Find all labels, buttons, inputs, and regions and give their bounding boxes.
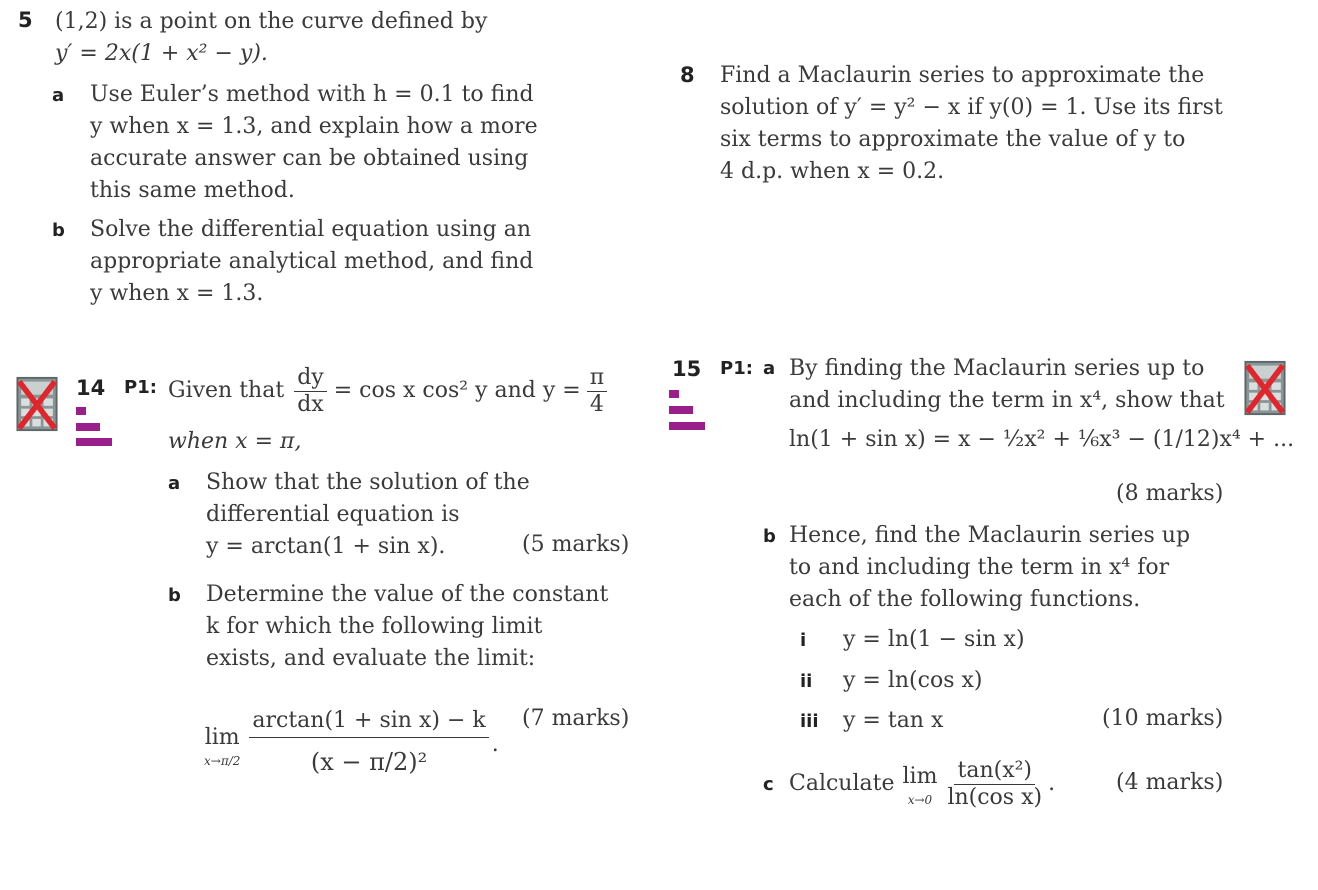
q5a-line: Use Euler’s method with h = 0.1 to find: [90, 82, 534, 107]
q8-line: 4 d.p. when x = 0.2.: [720, 159, 945, 184]
question-15c-expression: [789, 748, 1055, 820]
four: 4: [589, 391, 604, 417]
limit-denominator: ln(cos x): [947, 784, 1043, 810]
q8-line: six terms to approximate the value of y to: [720, 127, 1186, 152]
question-5b-text: [90, 214, 533, 310]
question-14b-label: b: [168, 585, 181, 606]
question-14b-limit: [204, 690, 499, 800]
calculator-forbidden-icon: [14, 376, 60, 432]
question-5-number: 5: [18, 8, 33, 32]
q8-line: Find a Maclaurin series to approximate the: [720, 63, 1205, 88]
q5b-line: y when x = 1.3.: [90, 281, 264, 306]
question-15b-item-text: y = ln(1 − sin x): [843, 627, 1025, 652]
question-15c-marks: (4 marks): [1116, 770, 1224, 795]
q15a-line: By finding the Maclaurin series up to: [789, 356, 1205, 381]
question-14a-marks: (5 marks): [522, 532, 630, 557]
question-5-stem-line2: y′ = 2x(1 + x² − y).: [55, 41, 268, 66]
q8-line: solution of y′ = y² − x if y(0) = 1. Use its first: [720, 95, 1223, 120]
lim-subscript: x→0: [907, 793, 933, 807]
dx: dx: [297, 391, 324, 417]
question-15b-label: b: [763, 526, 776, 547]
question-15b-text: [789, 520, 1190, 616]
question-5-stem-line1: (1,2) is a point on the curve defined by: [55, 9, 488, 34]
q15b-line: Hence, find the Maclaurin series up: [789, 523, 1191, 548]
limit-denominator: (x − π/2)²: [310, 747, 428, 776]
q14a-line: y = arctan(1 + sin x).: [206, 534, 446, 559]
question-14b-text: [206, 579, 608, 675]
calculator-forbidden-icon: [1242, 360, 1288, 416]
question-14a-text: [206, 467, 530, 563]
given-text: Given that: [168, 378, 285, 403]
difficulty-bar: [669, 406, 693, 414]
q15b-line: each of the following functions.: [789, 587, 1141, 612]
dydx-fraction: [294, 365, 327, 418]
question-8-number: 8: [680, 63, 695, 87]
limit-fraction: [249, 705, 488, 786]
question-15b-item-label: ii: [800, 671, 813, 692]
difficulty-bar: [76, 438, 112, 446]
q5a-line: this same method.: [90, 178, 295, 203]
limit-operator: [204, 722, 240, 768]
question-15-number: 15: [672, 357, 702, 381]
q14b-line: exists, and evaluate the limit:: [206, 646, 536, 671]
difficulty-bar: [669, 390, 679, 398]
lim-text: lim: [204, 725, 240, 750]
question-5a-text: [90, 79, 538, 207]
question-15b-item-label: iii: [800, 711, 819, 732]
question-8-text: [720, 60, 1223, 188]
dy: dy: [294, 365, 327, 392]
q5b-line: appropriate analytical method, and find: [90, 249, 534, 274]
limit-operator: [903, 761, 938, 807]
q14b-line: k for which the following limit: [206, 614, 543, 639]
lim-text: lim: [902, 764, 938, 789]
q15b-line: to and including the term in x⁴ for: [789, 555, 1170, 580]
question-15b-item-text: y = tan x: [843, 708, 944, 733]
difficulty-bar: [669, 422, 705, 430]
question-14-tag: P1:: [124, 377, 157, 398]
question-14a-label: a: [168, 473, 181, 494]
question-5b-label: b: [52, 220, 65, 241]
lim-subscript: x→π/2: [204, 754, 241, 768]
question-15b-marks: (10 marks): [1102, 706, 1224, 731]
difficulty-bar: [76, 407, 86, 415]
question-15a-text: [789, 353, 1225, 417]
equation-middle: = cos x cos² y and y =: [333, 378, 581, 403]
limit-period: .: [491, 732, 499, 757]
q14b-line: Determine the value of the constant: [206, 582, 609, 607]
question-14b-marks: (7 marks): [522, 706, 630, 731]
q14a-line: Show that the solution of the: [206, 470, 530, 495]
q5b-line: Solve the differential equation using an: [90, 217, 532, 242]
question-14-number: 14: [76, 376, 106, 400]
question-15c-label: c: [763, 774, 774, 795]
limit-numerator: tan(x²): [954, 758, 1035, 785]
q5a-line: accurate answer can be obtained using: [90, 146, 529, 171]
question-15b-item-text: y = ln(cos x): [843, 668, 983, 693]
pi-over-4-fraction: [587, 365, 607, 418]
limit-numerator: arctan(1 + sin x) − k: [249, 705, 488, 738]
question-14-when: when x = π,: [168, 429, 302, 454]
q5a-line: y when x = 1.3, and explain how a more: [90, 114, 538, 139]
difficulty-bar: [76, 423, 100, 431]
question-15a-label: a: [763, 358, 776, 379]
q14a-line: differential equation is: [206, 502, 460, 527]
calculate-text: Calculate: [789, 771, 895, 796]
limit-fraction: [944, 758, 1045, 811]
question-5a-label: a: [52, 85, 65, 106]
q15a-line: and including the term in x⁴, show that: [789, 388, 1225, 413]
limit-period: .: [1048, 771, 1056, 796]
pi: π: [587, 365, 607, 392]
question-15a-equation: ln(1 + sin x) = x − ½x² + ⅙x³ − (1/12)x⁴ + ...: [789, 427, 1295, 452]
question-14-given: [168, 360, 610, 422]
question-15-tag: P1:: [720, 358, 753, 379]
question-15b-item-label: i: [800, 630, 807, 651]
question-15a-marks: (8 marks): [1116, 481, 1224, 506]
